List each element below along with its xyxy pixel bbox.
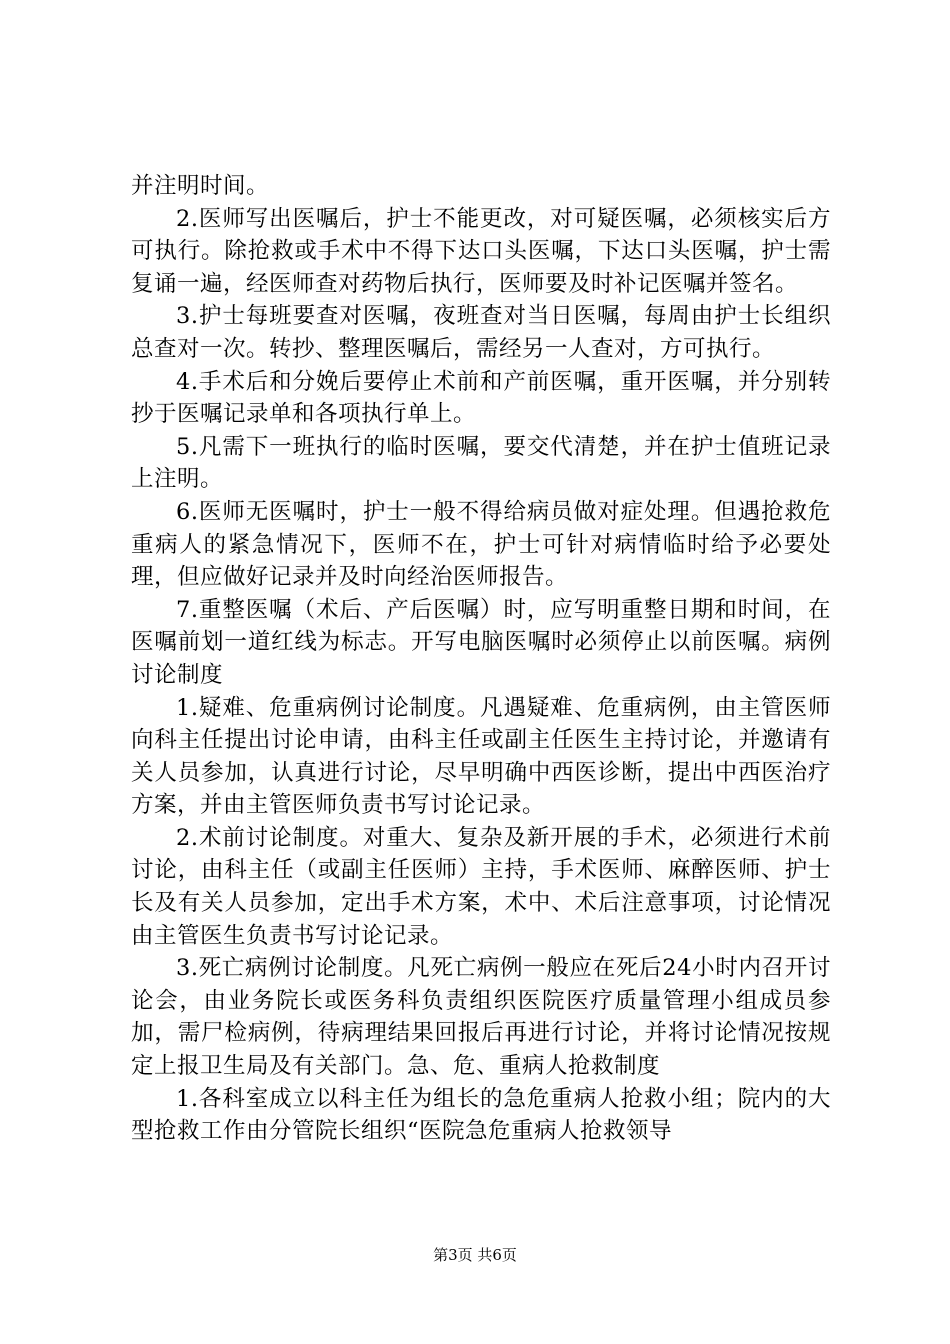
- paragraph-item-3: 3.护士每班要查对医嘱，夜班查对当日医嘱，每周由护士长组织总查对一次。转抄、整理医嘱后，需经另一人查对，方可执行。: [131, 303, 831, 362]
- paragraph-item-2: 2.医师写出医嘱后，护士不能更改，对可疑医嘱，必须核实后方可执行。除抢救或手术中不得下达口头医嘱，下达口头医嘱，护士需复诵一遍，经医师查对药物后执行，医师要及时补记医嘱并签名。: [131, 205, 831, 297]
- document-body: [131, 170, 831, 1148]
- paragraph-item-5: 5.凡需下一班执行的临时医嘱，要交代清楚，并在护士值班记录上注明。: [131, 433, 831, 493]
- paragraph-case-discussion-2: 2.术前讨论制度。对重大、复杂及新开展的手术，必须进行术前讨论，由科主任（或副主任医师）主持，手术医师、麻醉医师、护士长及有关人员参加，定出手术方案，术中、术后注意事项，讨论情况由主管医生负责书写讨论记录。: [131, 824, 831, 949]
- paragraph-item-6: 6.医师无医嘱时，护士一般不得给病员做对症处理。但遇抢救危重病人的紧急情况下，医师不在，护士可针对病情临时给予必要处理，但应做好记录并及时向经治医师报告。: [131, 498, 831, 591]
- paragraph-case-discussion-1: 1.疑难、危重病例讨论制度。凡遇疑难、危重病例，由主管医师向科主任提出讨论申请，由科主任或副主任医生主持讨论，并邀请有关人员参加，认真进行讨论，尽早明确中西医诊断，提出中西医治疗方案，并由主管医师负责书写讨论记录。: [131, 694, 831, 819]
- page-number-footer: 第3页 共6页: [433, 1246, 517, 1264]
- paragraph-item-4: 4.手术后和分娩后要停止术前和产前医嘱，重开医嘱，并分别转抄于医嘱记录单和各项执行单上。: [131, 368, 831, 428]
- paragraph-item-7: 7.重整医嘱（术后、产后医嘱）时，应写明重整日期和时间，在医嘱前划一道红线为标志。开写电脑医嘱时必须停止以前医嘱。病例讨论制度: [131, 596, 831, 688]
- paragraph-rescue-1: 1.各科室成立以科主任为组长的急危重病人抢救小组；院内的大型抢救工作由分管院长组织“医院急危重病人抢救领导: [131, 1085, 831, 1145]
- paragraph-continuation: 并注明时间。: [131, 173, 270, 199]
- paragraph-case-discussion-3: 3.死亡病例讨论制度。凡死亡病例一般应在死后24小时内召开讨论会，由业务院长或医务科负责组织医院医疗质量管理小组成员参加，需尸检病例，待病理结果回报后再进行讨论，并将讨论情况按规定上报卫生局及有关部门。急、危、重病人抢救制度: [131, 955, 831, 1080]
